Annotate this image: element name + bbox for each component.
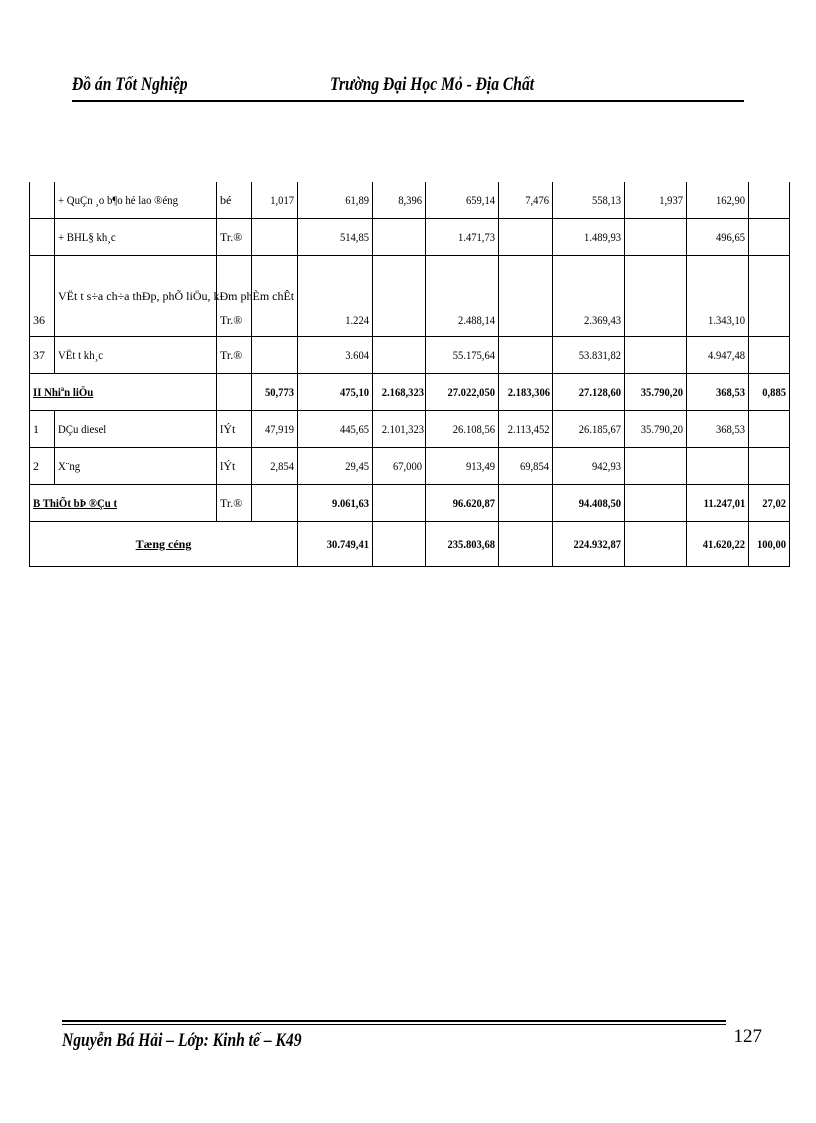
cell-value [252,485,298,522]
page-footer [62,1016,762,1066]
cell-value: 2.183,306 [499,374,553,411]
cell-unit: lÝt [217,411,252,448]
cell-stt: 2 [30,448,55,485]
cell-value: 1.489,93 [553,219,625,256]
cell-value: 1.471,73 [426,219,499,256]
total-value [373,522,426,567]
cell-value: 11.247,01 [687,485,749,522]
cell-value: 2.101,323 [373,411,426,448]
cell-value [749,219,790,256]
table-row-section [30,374,790,411]
total-value [499,522,553,567]
table-row [30,219,790,256]
cell-unit: Tr.® [217,256,252,337]
cell-name: X¨ng [55,448,217,485]
cell-value [749,256,790,337]
cell-unit: Tr.® [217,219,252,256]
cost-table [29,182,790,567]
cell-value [499,256,553,337]
cell-value [373,256,426,337]
cell-value [373,485,426,522]
section-label: B ThiÕt bÞ ®Çu t [30,485,217,522]
section-label: II Nhiªn liÖu [30,374,217,411]
table-row [30,337,790,374]
cell-value: 61,89 [298,182,373,219]
cell-value: 50,773 [252,374,298,411]
cell-value [749,182,790,219]
cell-value: 27,02 [749,485,790,522]
total-value: 30.749,41 [298,522,373,567]
cell-value: 3.604 [298,337,373,374]
cell-unit: Tr.® [217,485,252,522]
cell-value: 27.128,60 [553,374,625,411]
cell-value: 2.369,43 [553,256,625,337]
table-row-section [30,485,790,522]
cell-value: 162,90 [687,182,749,219]
cell-value: 445,65 [298,411,373,448]
cell-value: 0,885 [749,374,790,411]
cell-stt: 1 [30,411,55,448]
header-thesis-title: Đồ án Tốt Nghiệp [72,74,188,95]
footer-rule [62,1020,726,1022]
cell-value: 35.790,20 [625,374,687,411]
cell-value: 35.790,20 [625,411,687,448]
cell-value [499,337,553,374]
cell-stt [30,182,55,219]
cell-value: 2,854 [252,448,298,485]
cell-value: 27.022,050 [426,374,499,411]
cell-value: 942,93 [553,448,625,485]
cell-value: 4.947,48 [687,337,749,374]
cell-name: + QuÇn ¸o b¶o hé lao ®éng [55,182,217,219]
cell-value [625,256,687,337]
table-row [30,448,790,485]
cell-value [687,448,749,485]
cell-value: 368,53 [687,374,749,411]
table-row [30,182,790,219]
cell-value [625,448,687,485]
total-value: 224.932,87 [553,522,625,567]
cell-value: 1.343,10 [687,256,749,337]
cell-stt: 37 [30,337,55,374]
cell-unit: Tr.® [217,337,252,374]
cell-value: 913,49 [426,448,499,485]
cell-value [749,337,790,374]
cell-value: 69,854 [499,448,553,485]
cell-unit [217,374,252,411]
cell-value: 558,13 [553,182,625,219]
header-rule [72,100,744,102]
cell-value: 94.408,50 [553,485,625,522]
footer-rule-thin [62,1024,726,1025]
cell-value: 26.108,56 [426,411,499,448]
cell-value: 26.185,67 [553,411,625,448]
cell-value: 2.168,323 [373,374,426,411]
cell-unit: lÝt [217,448,252,485]
cell-value: 53.831,82 [553,337,625,374]
cell-value: 67,000 [373,448,426,485]
header-university: Trường Đại Học Mỏ - Địa Chất [330,74,535,95]
page-number: 127 [733,1026,762,1047]
cell-value [252,219,298,256]
cell-value: 1,017 [252,182,298,219]
cell-value [499,219,553,256]
cell-name: VËt t s÷a ch÷a thÐp, phÕ liÖu, kÐm phÈm chÊt [55,256,217,337]
total-label: Tæng céng [30,522,298,567]
cell-value: 47,919 [252,411,298,448]
cell-value: 1.224 [298,256,373,337]
cell-name: + BHL§ kh¸c [55,219,217,256]
cell-name: DÇu diesel [55,411,217,448]
total-value [625,522,687,567]
cell-stt: 36 [30,256,55,337]
table-row [30,256,790,337]
cell-value: 2.488,14 [426,256,499,337]
cell-value [373,337,426,374]
table-row [30,411,790,448]
footer-author: Nguyễn Bá Hải – Lớp: Kinh tế – K49 [62,1030,302,1051]
cell-value [625,219,687,256]
cell-value: 9.061,63 [298,485,373,522]
cell-name: VËt t kh¸c [55,337,217,374]
cell-value: 368,53 [687,411,749,448]
cell-value: 29,45 [298,448,373,485]
cell-value: 496,65 [687,219,749,256]
cell-value [499,485,553,522]
page-header [72,72,744,104]
cell-stt [30,219,55,256]
cell-value [749,448,790,485]
total-value: 41.620,22 [687,522,749,567]
total-value: 100,00 [749,522,790,567]
cell-value: 475,10 [298,374,373,411]
cell-value: 7,476 [499,182,553,219]
cell-value: 55.175,64 [426,337,499,374]
table-row-total [30,522,790,567]
cell-value: 96.620,87 [426,485,499,522]
cell-unit: bé [217,182,252,219]
cost-table-container [29,182,789,567]
cell-value: 8,396 [373,182,426,219]
cell-value: 2.113,452 [499,411,553,448]
cell-value [373,219,426,256]
cell-value: 514,85 [298,219,373,256]
cell-value: 1,937 [625,182,687,219]
cell-value [625,337,687,374]
cell-value [625,485,687,522]
cell-value [252,337,298,374]
total-value: 235.803,68 [426,522,499,567]
cell-value: 659,14 [426,182,499,219]
cell-value [749,411,790,448]
